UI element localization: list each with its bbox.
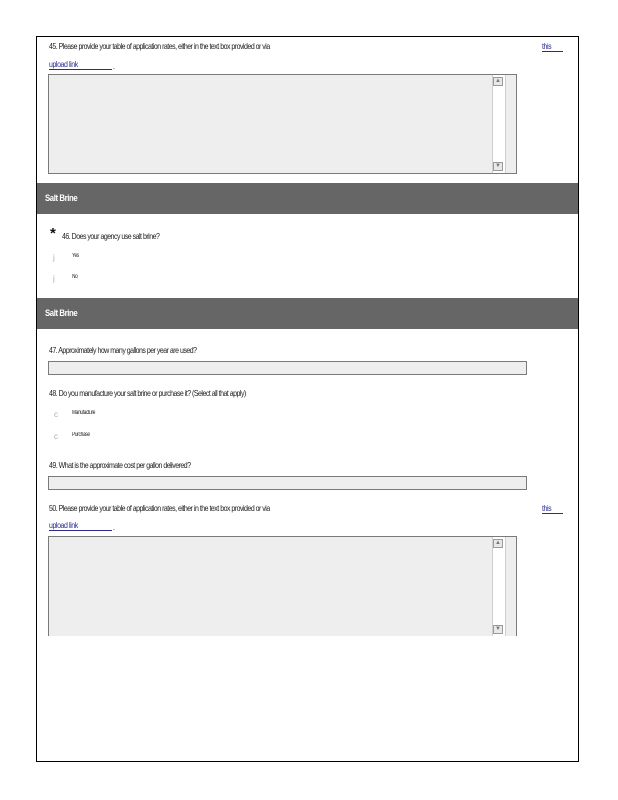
q49-text: 49. What is the approximate cost per gallon delivered? (49, 460, 191, 470)
q46-text: 46. Does your agency use salt brine? (62, 231, 160, 241)
q50-this-underline (542, 513, 563, 514)
q47-text: 47. Approximately how many gallons per year are used? (49, 345, 197, 355)
q50-text: 50. Please provide your table of application rates, either in the text box provided or via (49, 503, 270, 513)
q45-scrollbar[interactable] (492, 75, 506, 173)
q50-scrollbar[interactable] (492, 537, 506, 636)
q45-trailing: . (113, 61, 115, 71)
section-header-salt-brine-1 (37, 183, 578, 214)
q48-option-manufacture: Manufacture (72, 410, 96, 416)
section-title: Salt Brine (45, 308, 78, 319)
q45-text: 45. Please provide your table of application rates, either in the text box provided or via (49, 41, 270, 51)
q45-upload-underline (49, 69, 112, 70)
scroll-down-icon[interactable]: ▼ (493, 162, 503, 171)
section-title: Salt Brine (45, 193, 78, 204)
scroll-up-icon[interactable]: ▲ (493, 539, 503, 548)
q45-upload-link[interactable]: upload link (49, 59, 78, 69)
q48-text: 48. Do you manufacture your salt brine or purchase it? (Select all that apply) (49, 388, 246, 398)
q49-input[interactable] (48, 476, 527, 490)
q46-option-no: No (72, 274, 78, 280)
radio-icon[interactable]: j (53, 253, 55, 262)
page-break-cover (37, 490, 578, 496)
required-asterisk: * (50, 225, 56, 242)
scroll-down-icon[interactable]: ▼ (493, 625, 503, 634)
q50-upload-underline (49, 530, 112, 531)
q50-trailing: . (113, 522, 115, 532)
checkbox-icon[interactable]: c (54, 432, 58, 441)
q48-option-purchase: Purchase (72, 432, 90, 438)
checkbox-icon[interactable]: c (54, 410, 58, 419)
q45-this-link[interactable]: this (542, 41, 552, 51)
section-header-salt-brine-2 (37, 298, 578, 329)
radio-icon[interactable]: j (53, 274, 55, 283)
q50-this-link[interactable]: this (542, 503, 552, 513)
q50-textarea[interactable] (48, 536, 517, 636)
q45-textarea[interactable] (48, 74, 517, 174)
q45-this-underline (542, 51, 563, 52)
q50-upload-link[interactable]: upload link (49, 520, 78, 530)
q46-option-yes: Yes (72, 253, 79, 259)
scroll-up-icon[interactable]: ▲ (493, 77, 503, 86)
q47-input[interactable] (48, 361, 527, 375)
